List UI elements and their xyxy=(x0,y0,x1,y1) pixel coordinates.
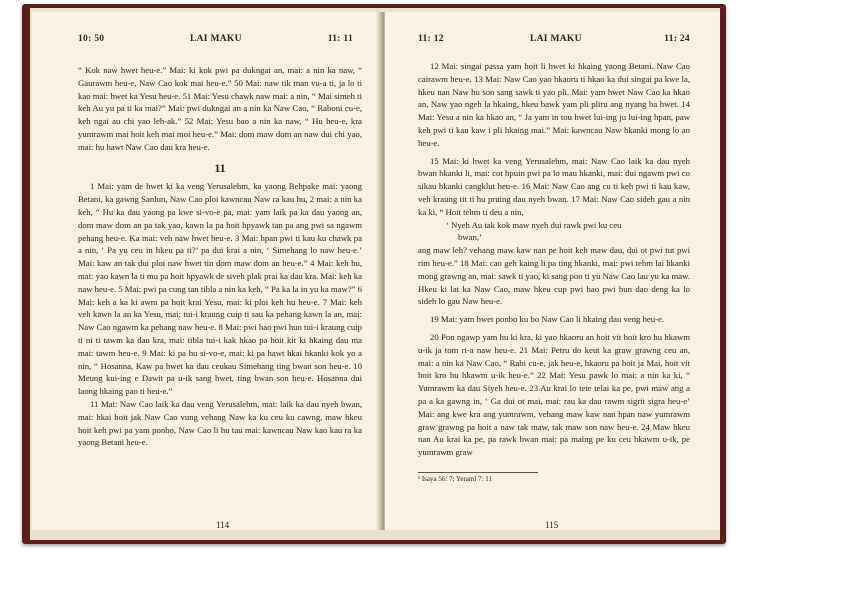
paragraph: “ Kok naw hwet heu-e.” Mai: ki kok pwi pa dukngai an, mai: a nin ka naw, “ Gaurawm heu-e, Naw Cao kok mai heu-e.” 50 Mai: naw tik man vu-a ti, ja lo ti kao mai: hwet ka Yesu heu-e. 51 Mai: Yesu chawk naw mai: a nin, “ Mai simeh ti keh Au yu pa ti ka mai?” Mai: pwi dukngai an a nin ka Naw Cao, “ Raboni cu-e, keh ngai au chi yao leh-ak.” 52 Mai: Yesu bao a nin ka naw, “ Hu heu-e, kra yumrawm mai hoit keh mai moi heu-e.” Mai: dom maw dom an naw dui chi yao, mai: hu hawt Naw Cao dau kra heu-e. xyxy=(78,65,362,152)
paragraph: 1 Mai: yam de hwet ki ka veng Yerusalehm, ka yaong Behpake mai: yaong Betani, ka gawng Sanlun, Naw Cao ploi kawncau Naw ra kau hu, 2 mai: a nin ka keh, “ Hu ka dau yaong pa kwe si-vo-e pa, mai: yam laik pa ka dau yaong an, dom maw dom an pa tak yao, kawn la pa hoit hpyawk tan pa ang pwi sa ngawm pehang heu-e. Ka mai: veh naw hwet heu-e. 3 Mai: hpan pwi ti kau ku chawk pa a nin, ‘ Pa yu ceu in hkeu pa ti?’ pa dui krai a nin, ‘ Simehang lo naw heu-e.’ Mai: kaw an tak dui ploi naw hwet tin dom maw dom an heu-e.” 4 Mai: keh hu, mai: yao kawn la ti mu pa hoit hpyawk de siveh plak prai ka dau kra. Mai: keh ka naw heu-e. 5 Mai: pwi pa cung tan tibla a nin ka keh, “ Pa ka la in yu ka maw?” 6 Mai: keh a ka ki awm pa hoit krai Yesu, mai: ki ploi keh hu heu-e. 7 Mai: keh veh kawn la an ka Yesu, mai: tui-i kraung cuip ti sau ka pehang kawn la an, mai: Naw Cao ngawm ka pehang naw heu-e. 8 Mai: pwi hao pwi hun tui-i kraung cuip ti ni ti tawm ka dau kra, mai: tibla tui-i kak hkao pa hoit kit ki hkaing dau ma mai: tawm heu-e. 9 Mai: ki pa hu si-vo-e, mai: ki pa hawt hkai hkanki kok yo a nin, “ Hosanna, Kaw pa hwet ka dau ceukau Simehang ting bwan son heu-e. 10 Meung kui-ing e Dawit pa u-ik sang hwet, ting bwan son heu-e. Hosanna dui laong hkaing pao ti heu-e.” xyxy=(78,181,362,397)
left-header-title: LAI MAKU xyxy=(190,34,242,44)
chapter-number: 11 xyxy=(214,160,226,175)
paragraph: ang maw leh? vehang maw kaw nan pe hoit keh maw dau, dui ot pwi tut pwi rim heu-e.” 18 Mai: cao geh kaing li pa ting hkanki, mai: pwi tehm lai hkanki mong grawng an, mai: sawk ti yao, ki sang pon ti yu Naw Cao lau yu ka maw. Hkeu ki lat ka Naw Cao, maw hkeu cup pwi hao pwi hun dao deng ka lo sideh lo gau Naw heu-e. xyxy=(418,245,690,307)
paragraph: 12 Mai: singai passa yam hoit li hwet ki hkaing yaong Betani. Naw Cao cairawm heu-e. 13 Mai: Naw Cao yao hkaoru ti hkao ka dui singai pa kwe la, hkeu nan Naw hu son sang sawk ti yao pli. Mai: yam hwet Naw Cao ka hkao an, Naw yao ngeh la hkaing, hkeu bawk yam pli pliru ang nyang ba hwet. 14 Mai: Yesu a nin ka hkao an, “ Ja yam in tou hwet lui-ing ju lui-ing hpan, paw keh pwi ti kau kaw i pli hkaing mai.” Mai: kawncau Naw hkanki mong lo an heu-e. xyxy=(418,61,690,148)
paragraph: 15 Mai: ki hwet ka veng Yerusalehm, mai: Naw Cao laik ka dau nyeh bwan hkanki li, mai: cot hpuin pwi pa lo mau hkanki, mai: dui ngawm pwi co sikau hkanki cangklut heu-e. 16 Mai: Naw Cao ang cu ti keh pwi ti kau kaw, veh kraung tit ti hu pruing dau nyeh bwan. 17 Mai: Naw Cao sideh gau a nin ka ki, “ Hoit tehm ti deu a nin, xyxy=(418,155,690,217)
paragraph: 19 Mai: yam hwet ponbo ku bo Naw Cao li hkaing dau veng heu-e. xyxy=(430,314,665,325)
left-page-number: 114 xyxy=(216,520,230,530)
right-header-title: LAI MAKU xyxy=(530,34,582,44)
quote-line: ‘ Nyeh Au tak kok maw nyeh dui rawk pwi ku ceu xyxy=(446,219,622,230)
footnote: ¹ Isaya 56: 7; Yeraml 7: 11 xyxy=(418,475,492,483)
paragraph: 11 Mai: Naw Cao laik ka dau veng Yerusalehm, mai: laik ka dau nyeh bwan, mai: hkai hoit jak Naw Cao vung vehang Naw ka ku ceu ku cawng, maw hkeu hoit keh pwi pa yam ponbo, Naw Cao li hu tau mai: kawncau Naw kao kau ra ka yaong Betani heu-e. xyxy=(78,398,362,448)
left-header-verse-start: 10: 50 xyxy=(78,34,105,44)
left-running-header xyxy=(78,34,353,48)
left-header-verse-end: 11: 11 xyxy=(327,34,353,44)
right-page-number: 115 xyxy=(545,520,559,530)
paragraph: 20 Pon ngawp yam hu ki kra, ki yao hkaoru an hoit vit hoit kro hu hkawm u-ik ja tom ri-a naw heu-e. 21 Mai: Petru do keut ka graw grawng ceu an, mai: a nin ka Naw Cao, “ Rabi cu-e, jak heu-e, hkaoru pa hoit ja Mai, hoit vit hoit kro hu hkawm u-ik heu-e.” 22 Mai: Yesu pawk lo mai: a nin ka ki, “ Yumrawm ka dau Siyeh heu-e. 23 Au krai lo tete telai ka pe, pwi maw ang a pa a ka gawng in, ‘ Ga dui ot mai, mai: rau ka dau rawm sigrit sigra heu-e’ Mai: ang kwe kra ang yumrawm, vehang maw kaw nan hpan naw yumrawm graw grawng pa hoit a naw tak maw, tak maw son naw heu-e. 24 Maw hkeu nan Au krai ka pe, pa rawk bwan mai: pa maing pe ku ceu hkawm u-ik, pe yumrawm graw xyxy=(418,331,690,458)
quote-line: bwan,’ xyxy=(458,232,482,243)
footnote-rule xyxy=(418,472,538,473)
right-running-header xyxy=(418,34,690,48)
right-header-verse-end: 11: 24 xyxy=(664,34,690,44)
left-body-text xyxy=(78,64,362,449)
right-body-text xyxy=(418,60,690,459)
right-header-verse-start: 11: 12 xyxy=(418,34,444,44)
